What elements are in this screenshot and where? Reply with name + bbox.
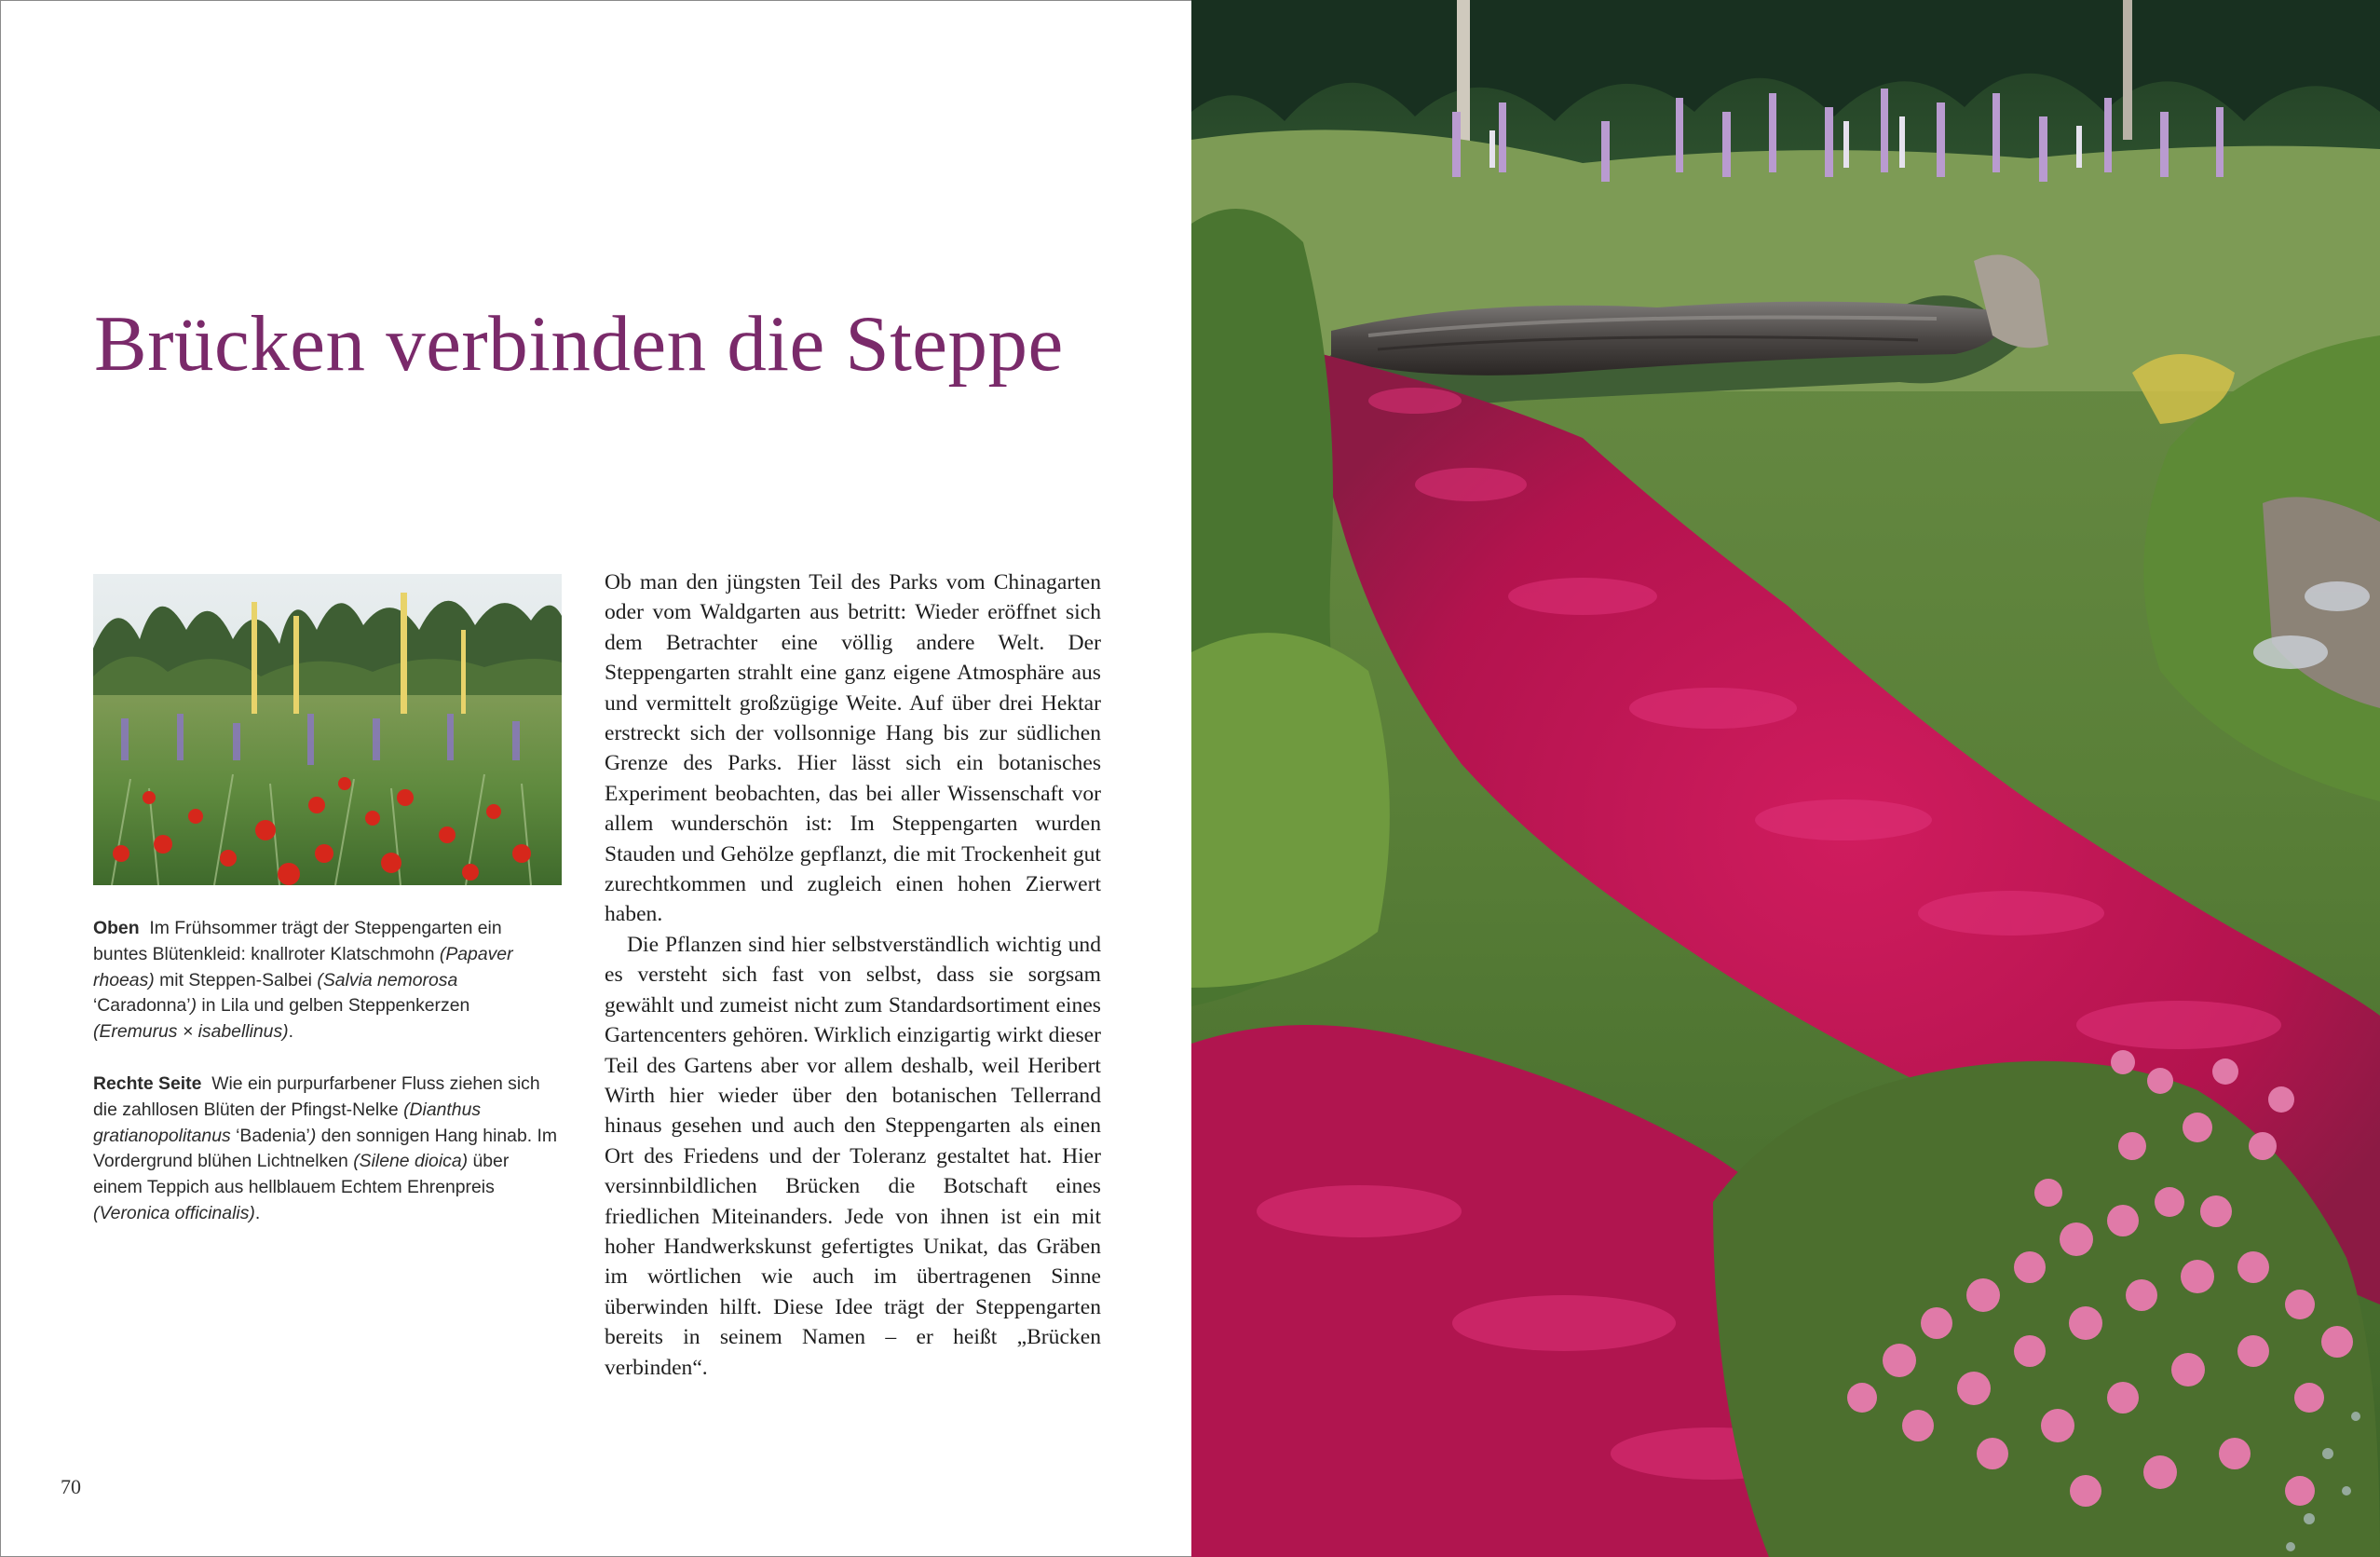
body-text — [605, 567, 1101, 1383]
body-paragraph: Die Pflanzen sind hier selbstverständlich wichtig und es versteht sich fast von selbst, dass sie sorgsam gewählt und zumeist nicht zum Standardsortiment eines Gartencenters gehören. Wirklich einzigartig wirkt dieser Teil des Gartens aber vor allem deshalb, weil Heribert Wirth hier wieder über den botanischen Tellerrand hinaus gesehen und auch den Steppengarten als einen Ort des Friedens und der Toleranz gestaltet hat. Hier versinnbildlichen Brücken die Botschaft eines friedlichen Miteinanders. Jede von ihnen ist ein mit hoher Handwerkskunst gefertigtes Unikat, das Gräben im wörtlichen wie auch im übertragenen Sinne überwinden hilft. Diese Idee trägt der Steppengarten bereits in seinem Namen – er heißt „Brücken verbinden“. — [605, 932, 1101, 1380]
right-page — [1191, 0, 2380, 1557]
caption-top-lead: Oben — [93, 918, 140, 938]
page-title: Brücken verbinden die Steppe — [94, 300, 1064, 388]
caption-top-text: Im Frühsommer trägt der Steppengarten ein buntes Blütenkleid: knallroter Klatschmohn (Papaver rhoeas) mit Steppen-Salbei (Salvia nemorosa ‘Caradonna’) in Lila und gelben Steppenkerzen (Eremurus × isabellinus). — [93, 918, 513, 1043]
page-number: 70 — [61, 1475, 81, 1498]
body-paragraph: Ob man den jüngsten Teil des Parks vom Chinagarten oder vom Waldgarten aus betritt: Wieder eröffnet sich dem Betrachter eine völlig andere Welt. Der Steppengarten strahlt eine ganz eigene Atmosphäre aus und vermittelt großzügige Weite. Auf über drei Hektar erstreckt sich der vollsonnige Hang bis zur südlichen Grenze des Parks. Hier lässt sich ein botanisches Experiment beobachten, das bei aller Wissenschaft vor allem wunderschön ist: Im Steppengarten wurden Stauden und Gehölze gepflanzt, die mit Trockenheit gut zurechtkommen und zugleich einen hohen Zierwert haben. — [605, 570, 1101, 927]
photo-captions — [93, 916, 559, 1253]
caption-top — [93, 916, 559, 1045]
caption-right-text: Wie ein purpurfarbener Fluss ziehen sich die zahllosen Blüten der Pfingst-Nelke (Dianthus gratianopolitanus ‘Badenia’) den sonnigen Hang hinab. Im Vordergrund blühen Lichtnelken (Silene dioica) über einem Teppich aus hellblauem Echtem Ehrenpreis (Veronica officinalis). — [93, 1072, 558, 1223]
poppy-garden-photo — [93, 574, 562, 885]
caption-right-page — [93, 1072, 559, 1227]
caption-right-lead: Rechte Seite — [93, 1072, 202, 1094]
steppe-garden-photo — [1191, 0, 2380, 1557]
